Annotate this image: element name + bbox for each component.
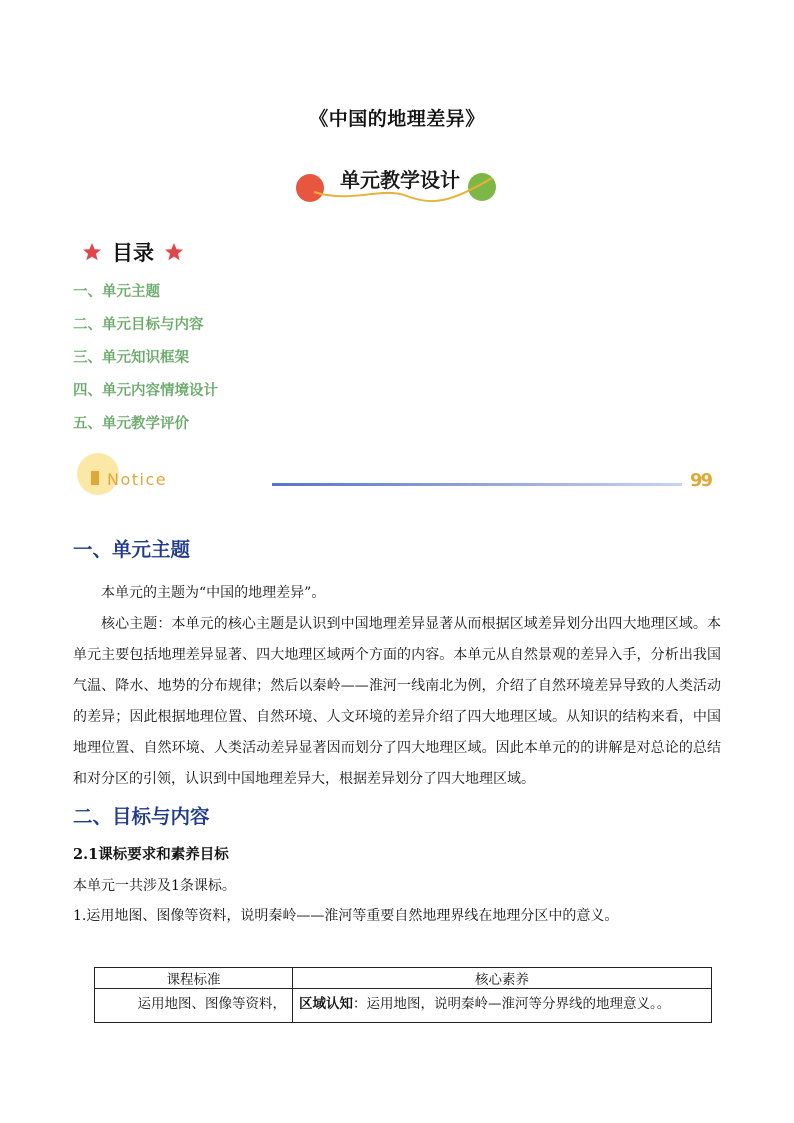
banner-title: 单元教学设计 xyxy=(340,168,460,192)
sub-heading: 2.1课标要求和素养目标 xyxy=(73,846,229,863)
notice-bar xyxy=(76,452,726,496)
table-row xyxy=(95,989,712,1023)
standard-item: 1.运用地图、图像等资料，说明秦岭——淮河等重要自然地理界线在地理分区中的意义。 xyxy=(73,908,619,924)
literacy-text: ：运用地图，说明秦岭—淮河等分界线的地理意义。。 xyxy=(353,996,671,1012)
star-icon xyxy=(82,242,102,262)
table-cell-literacy xyxy=(293,989,712,1023)
document-title: 《中国的地理差异》 xyxy=(309,108,485,130)
notice-label: Notice xyxy=(107,470,168,489)
toc-title: 目录 xyxy=(112,241,154,265)
literacy-label: 区域认知 xyxy=(299,996,353,1012)
star-icon xyxy=(164,242,184,262)
toc-item[interactable]: 一、单元主题 xyxy=(73,284,160,300)
standards-table xyxy=(94,967,712,1023)
green-circle-icon xyxy=(468,173,496,201)
paragraph-theme: 本单元的主题为“中国的地理差异”。 xyxy=(101,585,326,601)
table-cell-standard: 运用地图、图像等资料， xyxy=(95,989,293,1023)
section-heading-1: 一、单元主题 xyxy=(73,538,191,561)
toc-item[interactable]: 二、单元目标与内容 xyxy=(73,317,204,333)
section-heading-2: 二、目标与内容 xyxy=(73,805,210,828)
table-header: 核心素养 xyxy=(293,968,712,989)
paragraph-core-theme: 核心主题：本单元的核心主题是认识到中国地理差异显著从而根据区域差异划分出四大地理区域。本单元主要包括地理差异显著、四大地理区域两个方面的内容。本单元从自然景观的差异入手，分析出我国气温、降水、地势的分布规律；然后以秦岭——淮河一线南北为例，介绍了自然环境差异导致的人类活动的差异；因此根据地理位置、自然环境、人文环境的差异介绍了四大地理区域。从知识的结构来看，中国地理位置、自然环境、人类活动差异显著因而划分了四大地理区域。因此本单元的的讲解是对总论的总结和对分区的引领，认识到中国地理差异大，根据差异划分了四大地理区域。 xyxy=(73,616,721,787)
table-header: 课程标准 xyxy=(95,968,293,989)
red-circle-icon xyxy=(296,174,324,202)
toc-header xyxy=(82,236,184,268)
bookmark-icon xyxy=(91,471,99,485)
toc-item[interactable]: 四、单元内容情境设计 xyxy=(73,383,218,399)
quote-icon: 99 xyxy=(690,470,712,491)
standards-count: 本单元一共涉及1条课标。 xyxy=(73,878,236,894)
toc-item[interactable]: 三、单元知识框架 xyxy=(73,350,189,366)
toc-list xyxy=(73,283,218,448)
toc-item[interactable]: 五、单元教学评价 xyxy=(73,416,189,432)
